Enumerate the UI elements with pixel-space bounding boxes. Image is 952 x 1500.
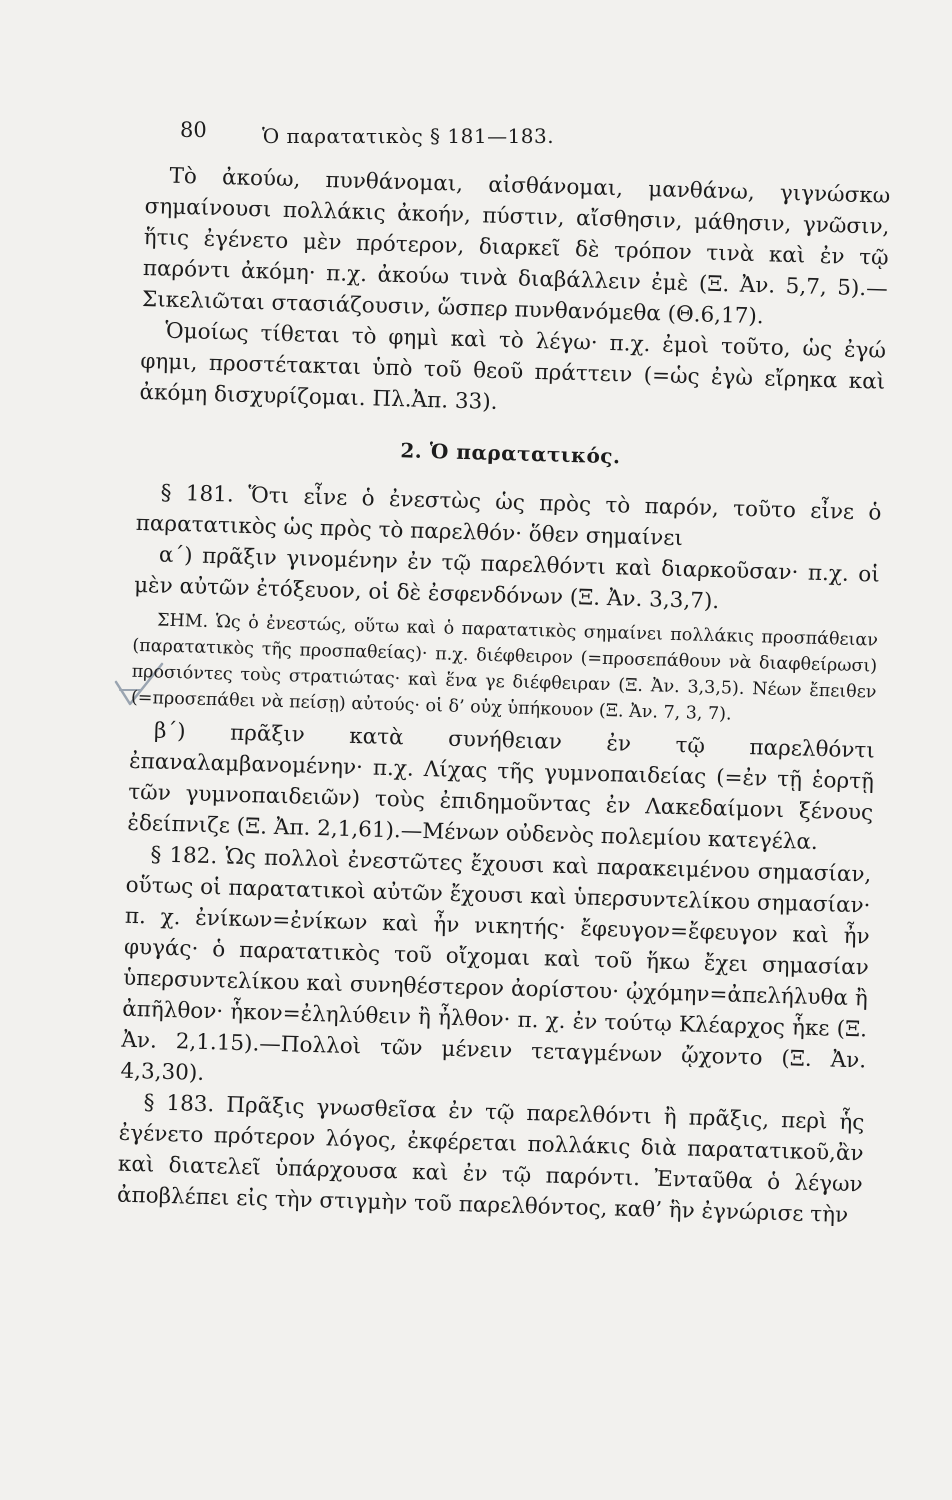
- page-number: 80: [180, 118, 207, 142]
- section-title: 2. Ὁ παρατατικός.: [400, 438, 621, 469]
- section-181-note: ΣΗΜ. Ὡς ὁ ἐνεστώς, οὕτω καὶ ὁ παρατατικὸς σημαίνει πολλάκις προσπάθειαν (παρατατικὸς τῆς προσπαθείας)· π.χ. διέφθειρον (=προσεπάθουν νὰ διαφθείρωσι) προσιόντες τοὺς στρατιώτας· καὶ ἕνα γε διέφθειραν (Ξ. Ἀν. 3,3,5). Νέων ἔπειθεν (=προσεπάθει νὰ πείσῃ) αὐτούς· οἱ δ’ οὐχ ὑπήκουον (Ξ. Ἀν. 7, 3, 7).: [130, 610, 879, 725]
- section-181-b: β΄) πρᾶξιν κατὰ συνήθειαν ἐν τῷ παρελθόντι ἐπαναλαμβανομένην· π.χ. Λίχας τῆς γυμνοπαιδείας (=ἐν τῇ ἑορτῇ τῶν γυμνοπαιδειῶν) τοὺς ἐπιδημοῦντας ἐν Λακεδαίμονι ξένους ἐδείπνιζε (Ξ. Ἀπ. 2,1,61).—Μένων οὐδενὸς πολεμίου κατεγέλα.: [127, 718, 876, 856]
- paragraph-phemi: Ὁμοίως τίθεται τὸ φημὶ καὶ τὸ λέγω· π.χ. ἐμοὶ τοῦτο, ὡς ἐγώ φημι, προστέτακται ὑπὸ τοῦ θεοῦ πράττειν (=ὡς ἐγὼ εἴρηκα καὶ ἀκόμη δισχυρίζομαι. Πλ.Ἀπ. 33).: [139, 318, 887, 415]
- page-body: [117, 160, 891, 1231]
- page-header: [180, 118, 740, 158]
- section-182: § 182. Ὡς πολλοὶ ἐνεστῶτες ἔχουσι καὶ παρακειμένου σημασίαν, οὕτως οἱ παρατατικοὶ αὐτῶν ἔχουσι καὶ ὑπερσυντελίκου σημασίαν· π. χ. ἐνίκων=ἐνίκων καὶ ἦν νικητής· ἔφευγον=ἔφευγον καὶ ἦν φυγάς· ὁ παρατατικὸς τοῦ οἴχομαι καὶ τοῦ ἥκω ἔχει σημασίαν ὑπερσυντελίκου καὶ συνηθέστερον ἀορίστου· ᾠχόμην=ἀπελήλυθα ἢ ἀπῆλθον· ἧκον=ἐληλύθειν ἢ ἦλθον· π. χ. ἐν τούτῳ Κλέαρχος ἧκε (Ξ. Ἀν. 2,1.15).—Πολλοὶ τῶν μένειν τεταγμένων ᾤχοντο (Ξ. Ἀν. 4,3,30).: [120, 842, 872, 1086]
- running-head: Ὁ παρατατικὸς § 181—183.: [262, 124, 555, 148]
- paragraph-intro: Τὸ ἀκούω, πυνθάνομαι, αἰσθάνομαι, μανθάνω, γιγνώσκω σημαίνουσι πολλάκις ἀκοήν, πύστιν, αἴσθησιν, μάθησιν, γνῶσιν, ἥτις ἐγένετο μὲν πρότερον, διαρκεῖ δὲ τρόπον τινὰ καὶ ἐν τῷ παρόντι ἀκόμη· π.χ. ἀκούω τινὰ διαβάλλειν ἐμὲ (Ξ. Ἀν. 5,7, 5).—Σικελιῶται στασιάζουσιν, ὥσπερ πυνθανόμεθα (Θ.6,17).: [141, 163, 891, 330]
- section-183: § 183. Πρᾶξις γνωσθεῖσα ἐν τῷ παρελθόντι ἢ πρᾶξις, περὶ ἧς ἐγένετο πρότερον λόγος, ἐκφέρεται πολλάκις διὰ παρατατικοῦ,ἂν καὶ διατελεῖ ὑπάρχουσα καὶ ἐν τῷ παρόντι. Ἐνταῦθα ὁ λέγων ἀποβλέπει εἰς τὴν στιγμὴν τοῦ παρελθόντος, καθ’ ἣν ἐγνώρισε τὴν: [116, 1090, 865, 1229]
- section-181: § 181. Ὅτι εἶνε ὁ ἐνεστὼς ὡς πρὸς τὸ παρόν, τοῦτο εἶνε ὁ παρατατικὸς ὡς πρὸς τὸ παρελθόν· ὅθεν σημαίνει: [135, 480, 882, 552]
- section-181-a: α΄) πρᾶξιν γινομένην ἐν τῷ παρελθόντι καὶ διαρκοῦσαν· π.χ. οἱ μὲν αὐτῶν ἐτόξευον, οἱ δὲ ἐσφενδόνων (Ξ. Ἀν. 3,3,7).: [133, 542, 881, 615]
